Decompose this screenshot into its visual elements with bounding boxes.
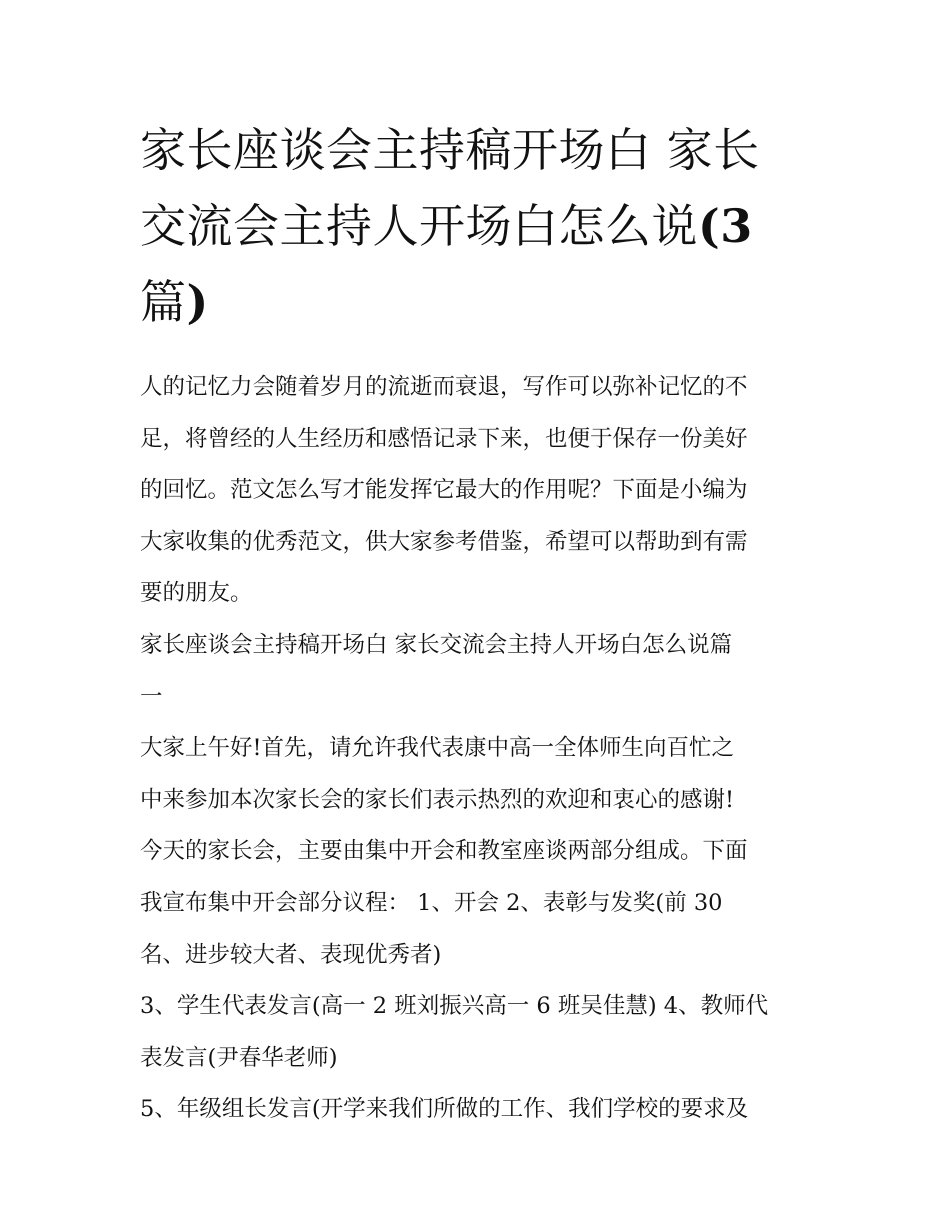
document-body	[140, 362, 815, 1136]
title-line-2: 交流会主持人开场白怎么说(3	[140, 199, 753, 253]
title-line-1: 家长座谈会主持稿开场白 家长	[140, 123, 760, 177]
agenda-item-5: 5、年级组长发言(开学来我们所做的工作、我们学校的要求及	[140, 1096, 749, 1123]
document-title	[140, 112, 815, 340]
intro-paragraph: 人的记忆力会随着岁月的流逝而衰退，写作可以弥补记忆的不 足，将曾经的人生经历和感悟记录下来，也便于保存一份美好 的回忆。范文怎么写才能发挥它最大的作用呢？下面是小编为 大家收集的优秀范文，供大家参考借鉴，希望可以帮助到有需 要的朋友。	[140, 374, 748, 607]
document-page	[140, 112, 815, 1136]
speech-paragraph: 大家上午好!首先，请允许我代表康中高一全体师生向百忙之 中来参加本次家长会的家长们表示热烈的欢迎和衷心的感谢! 今天的家长会，主要由集中开会和教室座谈两部分组成。下面 我宣布集中开会部分议程： 1、开会 2、表彰与发奖(前 30 名、进步较大者、表现优秀者)	[140, 735, 748, 968]
section-heading: 家长座谈会主持稿开场白 家长交流会主持人开场白怎么说篇 一	[140, 631, 733, 710]
agenda-item-3-4: 3、学生代表发言(高一 2 班刘振兴高一 6 班吴佳慧) 4、教师代 表发言(尹春华老师)	[140, 993, 769, 1071]
title-line-3: 篇)	[140, 275, 209, 329]
